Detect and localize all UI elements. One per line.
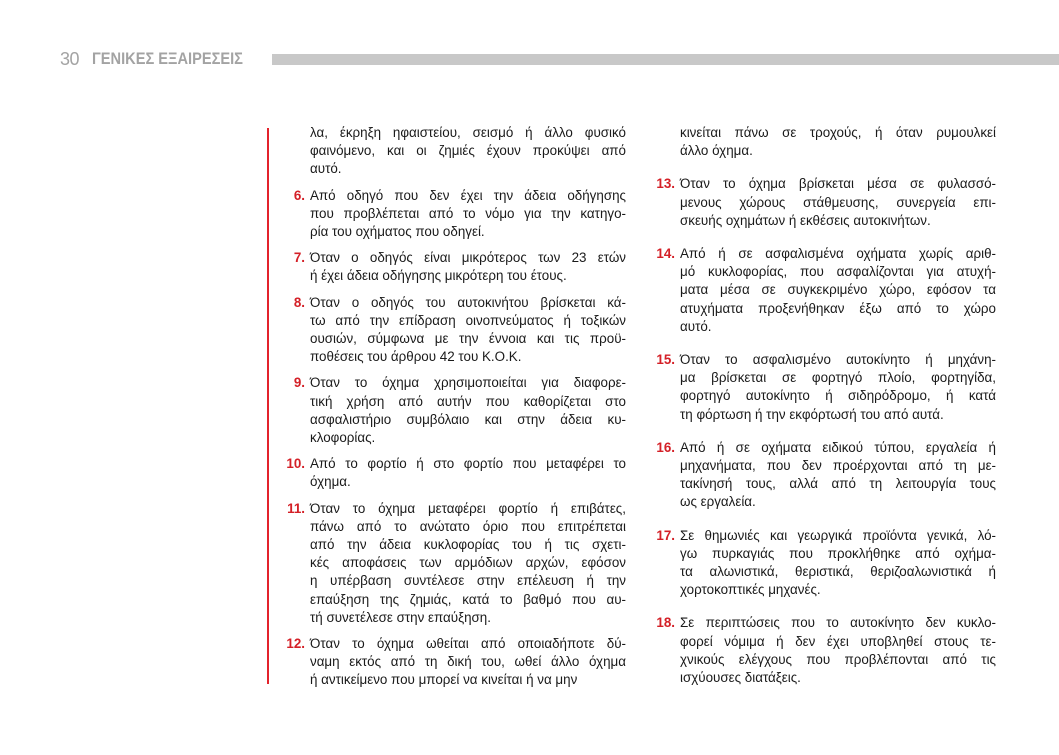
paragraph-text	[652, 124, 996, 160]
text-line: άλλο όχημα.	[680, 143, 753, 159]
item-text	[310, 635, 626, 690]
item-text	[680, 527, 996, 600]
list-item	[282, 635, 626, 690]
item-number: 6.	[293, 187, 305, 203]
item-number: 12.	[286, 636, 305, 652]
list-item	[652, 614, 996, 687]
margin-rule	[267, 128, 269, 684]
text-line: Από το φορτίο ή στο φορτίο που μεταφέρει το	[310, 456, 626, 472]
list-item	[282, 500, 626, 627]
text-line: φορτηγό αυτοκίνητο ή σιδηρόδρομο, ή κατά	[680, 388, 996, 404]
text-line: λα, έκρηξη ηφαιστείου, σεισμό ή άλλο φυσικό	[310, 125, 626, 140]
continuation-paragraph	[652, 124, 996, 160]
text-line: Όταν το ασφαλισμένο αυτοκίνητο ή μηχάνη-	[680, 352, 996, 368]
item-number: 16.	[656, 439, 675, 455]
list-item	[282, 294, 626, 367]
item-number: 7.	[293, 250, 305, 266]
item-text	[680, 351, 996, 424]
text-line: ασφαλιστήριο συμβόλαιο και στην άδεια κυ-	[310, 411, 626, 427]
text-line: Όταν το όχημα ωθείται από οποιαδήποτε δύ-	[310, 636, 626, 652]
list-item	[282, 374, 626, 447]
list-item	[282, 249, 626, 285]
text-line: αυτό.	[310, 161, 342, 177]
item-number: 15.	[656, 352, 675, 368]
text-line: ρία του οχήματος που οδηγεί.	[310, 224, 485, 240]
list-item	[282, 455, 626, 491]
item-number: 10.	[286, 456, 305, 472]
list-item	[652, 527, 996, 600]
text-line: επαύξηση της ζημιάς, κατά το βαθμό που αυ-	[310, 591, 626, 607]
item-number: 11.	[287, 500, 305, 516]
text-line: μό κυκλοφορίας, που ασφαλίζονται για ατυχή-	[680, 264, 996, 280]
text-line: φορεί νόμιμα ή δεν έχει υποβληθεί στους τε-	[680, 633, 996, 649]
text-line: ποθέσεις του άρθρου 42 του Κ.Ο.Κ.	[310, 349, 522, 365]
text-line: Όταν ο οδηγός του αυτοκινήτου βρίσκεται κά-	[310, 294, 626, 310]
text-line: μα βρίσκεται σε φορτηγό πλοίο, φορτηγίδα,	[680, 370, 996, 386]
item-text	[680, 175, 996, 230]
text-line: μηχανήματα, που δεν προέρχονται από τη με-	[680, 458, 996, 474]
item-text	[310, 374, 626, 447]
text-line: τω από την επίδραση οινοπνεύματος ή τοξικών	[310, 312, 626, 328]
text-line: σκευής οχημάτων ή εκθέσεις αυτοκινήτων.	[680, 212, 931, 228]
text-line: αυτό.	[680, 318, 712, 334]
text-line: τική χρήση από αυτήν που καθορίζεται στο	[310, 393, 626, 409]
text-line: κές αποφάσεις των αρμόδιων αρχών, εφόσον	[310, 555, 626, 571]
list-item	[652, 245, 996, 336]
page-header	[0, 48, 1059, 70]
text-line: η υπέρβαση συντέλεσε στην επέλευση ή την	[310, 573, 626, 589]
text-line: από την άδεια κυκλοφορίας του ή τις σχετι-	[310, 537, 626, 553]
paragraph-text	[282, 124, 626, 179]
text-line: ή έχει άδεια οδήγησης μικρότερη του έτους.	[310, 268, 567, 284]
text-line: ναμη εκτός από τη δική του, ωθεί άλλο όχημα	[310, 654, 626, 670]
text-line: Όταν το όχημα μεταφέρει φορτίο ή επιβάτες,	[310, 500, 626, 516]
list-item	[652, 439, 996, 512]
page-number: 30	[60, 49, 80, 69]
text-line: πάνω από το ανώτατο όριο που επιτρέπεται	[310, 518, 626, 534]
item-number: 13.	[656, 176, 675, 192]
text-line: φαινόμενο, και οι ζημιές έχουν προκύψει από	[310, 143, 626, 159]
text-line: τακίνησή τους, αλλά από τη λειτουργία τους	[680, 476, 996, 492]
item-text	[310, 455, 626, 491]
text-line: όχημα.	[310, 474, 351, 490]
text-line: ισχύουσες διατάξεις.	[680, 670, 801, 686]
text-line: Σε θημωνιές και γεωργικά προϊόντα γενικά, λό-	[680, 527, 996, 543]
list-item	[282, 187, 626, 242]
item-text	[310, 187, 626, 242]
text-line: κλοφορίας.	[310, 430, 376, 446]
text-line: χορτοκοπτικές μηχανές.	[680, 582, 821, 598]
text-line: μενους χώρους στάθμευσης, συνεργεία επι-	[680, 194, 996, 210]
continuation-paragraph	[282, 124, 626, 179]
text-line: Όταν το όχημα βρίσκεται μέσα σε φυλασσό-	[680, 176, 996, 192]
item-number: 17.	[656, 527, 675, 543]
section-title: ΓΕΝΙΚΕΣ ΕΞΑΙΡΕΣΕΙΣ	[92, 49, 243, 68]
text-line: χνικούς ελέγχους που προβλέπονται από τις	[680, 651, 996, 667]
text-line: τη φόρτωση ή την εκφόρτωσή του από αυτά.	[680, 406, 944, 422]
item-text	[310, 500, 626, 627]
text-line: ή αντικείμενο που μπορεί να κινείται ή να μην	[310, 672, 578, 688]
left-column	[282, 124, 626, 690]
text-line: Από ή σε ασφαλισμένα οχήματα χωρίς αριθ-	[680, 246, 996, 262]
item-text	[680, 614, 996, 687]
text-line: κινείται πάνω σε τροχούς, ή όταν ρυμουλκεί	[680, 125, 996, 140]
right-column	[652, 124, 996, 687]
text-line: Όταν ο οδηγός είναι μικρότερος των 23 ετών	[310, 250, 626, 266]
text-line: ατυχήματα προξενήθηκαν έξω από το χώρο	[680, 300, 996, 316]
item-text	[310, 294, 626, 367]
item-number: 14.	[656, 246, 675, 262]
item-number: 9.	[293, 375, 305, 391]
text-line: Όταν το όχημα χρησιμοποιείται για διαφορε-	[310, 375, 626, 391]
text-line: ματα μέσα σε συγκεκριμένο χώρο, εφόσον τα	[680, 282, 996, 298]
text-line: ως εργαλεία.	[680, 494, 756, 510]
text-line: γω πυρκαγιάς που προκλήθηκε από οχήμα-	[680, 545, 996, 561]
text-line: τή συνετέλεσε στην επαύξηση.	[310, 609, 491, 625]
item-text	[680, 245, 996, 336]
item-text	[310, 249, 626, 285]
text-line: Από οδηγό που δεν έχει την άδεια οδήγησης	[310, 187, 626, 203]
text-line: Σε περιπτώσεις που το αυτοκίνητο δεν κυκλο-	[680, 615, 996, 631]
item-number: 18.	[656, 615, 675, 631]
text-line: ουσιών, σύμφωνα με την έννοια και τις προϋ-	[310, 331, 626, 347]
item-number: 8.	[293, 294, 305, 310]
list-item	[652, 175, 996, 230]
list-item	[652, 351, 996, 424]
header-bar	[272, 54, 1059, 65]
text-line: που προβλέπεται από το νόμο για την κατηγο-	[310, 205, 626, 221]
text-line: Από ή σε οχήματα ειδικού τύπου, εργαλεία ή	[680, 439, 996, 455]
item-text	[680, 439, 996, 512]
text-line: τα αλωνιστικά, θεριστικά, θεριζοαλωνιστικά ή	[680, 564, 996, 580]
